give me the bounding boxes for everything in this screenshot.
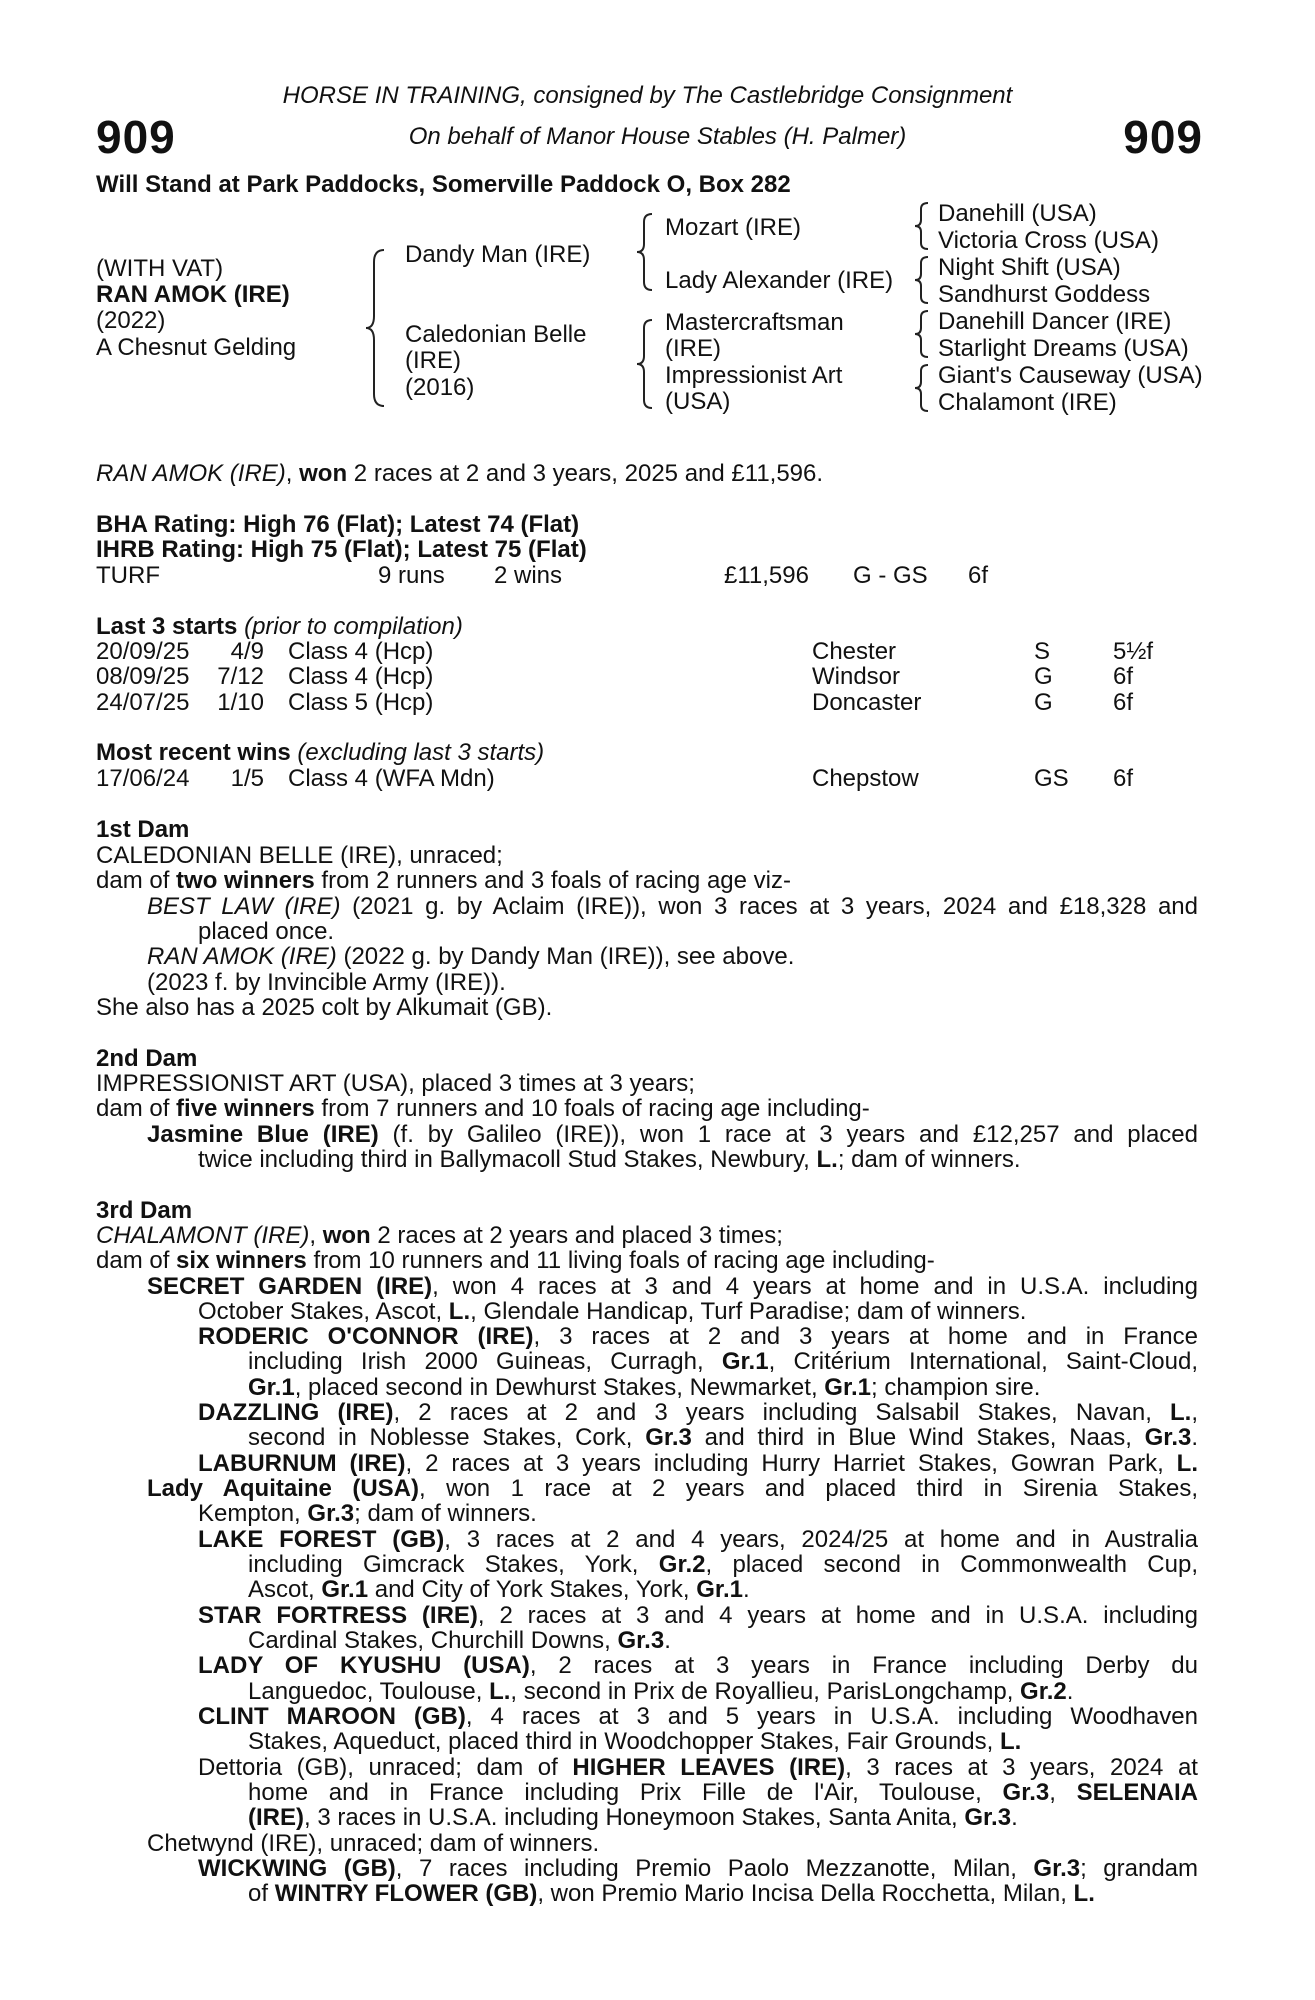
- summary-text: 2 races at 2 and 3 years, 2025 and £11,596.: [347, 460, 824, 487]
- race-course: Windsor: [812, 663, 901, 691]
- turf-surface: TURF: [96, 562, 160, 589]
- dam3-dazzling: [198, 1400, 1198, 1425]
- dam3-roderic-line3: [248, 1375, 1040, 1400]
- race-course: Doncaster: [812, 688, 922, 716]
- t: five winners: [176, 1095, 315, 1122]
- t: , 3 races at 2 and 3 years at home and in France: [533, 1323, 1198, 1350]
- dam1-foal-2023: (2023 f. by Invincible Army (IRE)).: [147, 969, 506, 996]
- t: , 2 races at 3 and 4 years at home and in U.S.A. including: [477, 1602, 1198, 1629]
- t: Gr.1: [824, 1374, 871, 1401]
- dam3-dazzling-line2: [248, 1425, 1198, 1450]
- t: ,: [309, 1222, 323, 1249]
- consignor-line: HORSE IN TRAINING, consigned by The Castlebridge Consignment: [282, 82, 1013, 109]
- sire-sire: Mozart (IRE): [665, 214, 802, 241]
- brace-4c: [912, 308, 932, 360]
- turf-distance: 6f: [968, 562, 989, 589]
- t: dam of: [96, 1095, 177, 1122]
- ln: [147, 1122, 1198, 1147]
- t: L.: [999, 1728, 1022, 1755]
- dam3-wickwing: [198, 1856, 1198, 1881]
- t: L.: [1176, 1450, 1198, 1477]
- dd-dam: Chalamont (IRE): [938, 389, 1117, 416]
- t: L.: [816, 1146, 838, 1173]
- t: , 4 races at 3 and 5 years in U.S.A. including Woodhaven: [465, 1703, 1199, 1730]
- recent-title: Most recent wins: [96, 739, 291, 766]
- dam3-dettoria-line2: [248, 1780, 1198, 1805]
- race-summary: RAN AMOK (IRE), won 2 races at 2 and 3 years, 2025 and £11,596.: [96, 460, 824, 487]
- t: Kempton,: [198, 1500, 308, 1527]
- t: RAN AMOK (IRE): [147, 943, 337, 970]
- t: , Critérium International, Saint-Cloud,: [768, 1348, 1198, 1375]
- t: (2022 g. by Dandy Man (IRE)), see above.: [336, 943, 795, 970]
- t: , 2 races at 3 years in France including Derby du: [529, 1652, 1198, 1679]
- dam3-lake-forest-line3: [248, 1577, 750, 1602]
- horse-year: (2022): [96, 307, 166, 334]
- race-dist: 5½f: [1113, 638, 1154, 665]
- t: Gr.1: [696, 1576, 743, 1603]
- ln: [147, 894, 1198, 919]
- t: , won 4 races at 3 and 4 years at home and in U.S.A. including: [432, 1273, 1198, 1300]
- turf-record: [0, 563, 1315, 589]
- brace-4b: [912, 254, 932, 306]
- dd-sire: Giant's Causeway (USA): [938, 362, 1203, 389]
- t: .: [664, 1627, 671, 1654]
- turf-going: G - GS: [853, 562, 928, 589]
- dam3-star-fortress: [198, 1603, 1198, 1628]
- dam3-lady-of-kyushu-line2: [248, 1679, 1073, 1704]
- race-dist: 6f: [1113, 663, 1134, 691]
- dam1-line1: CALEDONIAN BELLE (IRE), unraced;: [96, 842, 503, 869]
- horse-name: RAN AMOK (IRE): [96, 281, 290, 308]
- ss-sire: Danehill (USA): [938, 200, 1097, 227]
- t: Gr.1: [321, 1576, 369, 1603]
- race-date: 08/09/25: [96, 663, 190, 691]
- dam3-clint-maroon: [198, 1704, 1198, 1729]
- dam1-title: 1st Dam: [96, 816, 190, 843]
- race-date: 20/09/25: [96, 638, 190, 665]
- t: , 3 races at 3 years, 2024 at: [845, 1754, 1198, 1781]
- t: CLINT MAROON (GB): [198, 1703, 466, 1730]
- dam1-foal-ran-amok: [147, 944, 794, 969]
- t: DAZZLING (IRE): [198, 1399, 394, 1426]
- race-row: [0, 766, 1315, 792]
- race-pos: 1/5: [230, 765, 264, 792]
- dam3-title: 3rd Dam: [96, 1197, 193, 1224]
- t: Dettoria (GB), unraced; dam of: [198, 1754, 573, 1781]
- dam3-star-fortress-line2: [248, 1628, 671, 1653]
- dam-line3: (2016): [405, 374, 475, 401]
- race-row: [0, 639, 1315, 665]
- summary-won: won: [299, 460, 348, 487]
- dam3-lake-forest-line2: [248, 1552, 1198, 1577]
- race-pos: 7/12: [217, 663, 264, 691]
- dam3-roderic-oconnor: [198, 1324, 1198, 1349]
- ln: [198, 1451, 1198, 1476]
- dam2-jasmine-cont: [198, 1147, 1021, 1172]
- t: six winners: [176, 1247, 307, 1274]
- t: Gr.2: [658, 1551, 706, 1578]
- dam-sire-line2: (IRE): [665, 335, 721, 362]
- ln: [248, 1425, 1198, 1450]
- t: and third in Blue Wind Stakes, Naas,: [691, 1424, 1145, 1451]
- t: Jasmine Blue (IRE): [147, 1121, 379, 1148]
- brace-4d: [912, 362, 932, 414]
- race-going: G: [1034, 688, 1053, 716]
- pedigree-brace-gen1: [362, 248, 392, 408]
- summary-name: RAN AMOK (IRE): [96, 460, 286, 487]
- t: ,: [1049, 1779, 1077, 1806]
- race-going: S: [1034, 638, 1051, 665]
- t: Gr.3: [617, 1627, 665, 1654]
- race-course: Chester: [812, 638, 897, 665]
- dam1-line2: [96, 868, 791, 893]
- t: October Stakes, Ascot,: [198, 1298, 449, 1325]
- ln: [198, 1755, 1198, 1780]
- race-dist: 6f: [1113, 765, 1134, 792]
- vendor-line: On behalf of Manor House Stables (H. Palmer): [408, 123, 907, 150]
- dam-line2: (IRE): [405, 347, 461, 374]
- brace-4a: [912, 200, 932, 252]
- dam3-roderic-line2: [248, 1349, 1198, 1374]
- t: WINTRY FLOWER (GB): [274, 1880, 538, 1907]
- race-row: [0, 664, 1315, 690]
- lot-number-left: 909: [96, 111, 176, 163]
- dam3-dettoria-line3: [248, 1805, 1018, 1830]
- t: ; grandam: [1080, 1855, 1199, 1882]
- t: dam of: [96, 867, 177, 894]
- t: , Glendale Handicap, Turf Paradise; dam of winners.: [470, 1298, 1027, 1325]
- t: , second in Prix de Royallieu, ParisLongchamp,: [510, 1678, 1021, 1705]
- dam-dam-line1: Impressionist Art: [665, 362, 843, 389]
- race-cls: Class 4 (WFA Mdn): [288, 765, 495, 792]
- t: L.: [489, 1678, 511, 1705]
- dam3-laburnum: [198, 1451, 1198, 1476]
- t: of: [248, 1880, 275, 1907]
- t: Gr.1: [248, 1374, 295, 1401]
- race-dist: 6f: [1113, 688, 1134, 716]
- t: Gr.3: [645, 1424, 692, 1451]
- t: second in Noblesse Stakes, Cork,: [248, 1424, 646, 1451]
- sd-dam: Sandhurst Goddess: [938, 281, 1151, 308]
- t: (2021 g. by Aclaim (IRE)), won 3 races at 3 years, 2024 and £18,328 and: [340, 893, 1198, 920]
- dam3-line2: [96, 1248, 935, 1273]
- t: Ascot,: [248, 1576, 322, 1603]
- t: .: [1011, 1804, 1018, 1831]
- sire-dam: Lady Alexander (IRE): [665, 267, 894, 294]
- race-pos: 1/10: [217, 688, 264, 716]
- t: .: [1066, 1678, 1074, 1705]
- dam3-lake-forest: [198, 1527, 1198, 1552]
- race-going: G: [1034, 663, 1053, 691]
- t: SELENAIA: [1076, 1779, 1199, 1806]
- dam3-wickwing-line2: [248, 1881, 1095, 1906]
- ln: [198, 1400, 1198, 1425]
- t: and City of York Stakes, York,: [368, 1576, 697, 1603]
- dam-line1: Caledonian Belle: [405, 321, 587, 348]
- ln: [147, 1274, 1198, 1299]
- dam-sire-line1: Mastercraftsman: [665, 309, 844, 336]
- t: , 2 races at 3 years including Hurry Harriet Stakes, Gowran Park,: [405, 1450, 1177, 1477]
- t: SECRET GARDEN (IRE): [147, 1273, 433, 1300]
- recent-heading: [96, 740, 544, 765]
- t: Gr.3: [1144, 1424, 1192, 1451]
- stand-location: Will Stand at Park Paddocks, Somerville Paddock O, Box 282: [96, 171, 791, 198]
- t: home and in France including Prix Fille de l'Air, Toulouse,: [248, 1779, 1003, 1806]
- ds-dam: Starlight Dreams (USA): [938, 335, 1189, 362]
- t: L.: [448, 1298, 471, 1325]
- t: Gr.3: [1033, 1855, 1081, 1882]
- t: WICKWING (GB): [198, 1855, 396, 1882]
- t: Gr.1: [721, 1348, 769, 1375]
- ss-dam: Victoria Cross (USA): [938, 227, 1159, 254]
- dam1-foal-best-law: [147, 894, 1198, 919]
- t: including Gimcrack Stakes, York,: [248, 1551, 659, 1578]
- t: (f. by Galileo (IRE)), won 1 race at 3 years and £12,257 and placed: [378, 1121, 1198, 1148]
- t: LAKE FOREST (GB): [198, 1526, 445, 1553]
- t: , placed second in Dewhurst Stakes, Newmarket,: [294, 1374, 825, 1401]
- race-pos: 4/9: [230, 638, 264, 665]
- t: from 7 runners and 10 foals of racing age including-: [314, 1095, 870, 1122]
- vat-note: (WITH VAT): [96, 255, 224, 282]
- t: ; dam of winners.: [837, 1146, 1021, 1173]
- t: LADY OF KYUSHU (USA): [198, 1652, 530, 1679]
- t: Stakes, Aqueduct, placed third in Woodchopper Stakes, Fair Grounds,: [248, 1728, 1000, 1755]
- race-row: [0, 690, 1315, 716]
- t: STAR FORTRESS (IRE): [198, 1602, 478, 1629]
- dam2-line2: [96, 1096, 870, 1121]
- turf-wins: 2 wins: [494, 562, 563, 589]
- t: , 3 races in U.S.A. including Honeymoon Stakes, Santa Anita,: [304, 1804, 965, 1831]
- bha-rating: BHA Rating: High 76 (Flat); Latest 74 (Flat): [96, 511, 580, 538]
- dam2-title: 2nd Dam: [96, 1045, 198, 1072]
- t: (IRE): [248, 1804, 304, 1831]
- t: won: [322, 1222, 371, 1249]
- recent-note: (excluding last 3 starts): [297, 739, 545, 766]
- ln: [198, 1704, 1198, 1729]
- t: two winners: [176, 867, 315, 894]
- t: from 10 runners and 11 living foals of racing age including-: [306, 1247, 935, 1274]
- sd-sire: Night Shift (USA): [938, 254, 1121, 281]
- ln: [198, 1653, 1198, 1678]
- lot-number-right: 909: [1123, 111, 1203, 163]
- pedigree-brace-dam: [634, 318, 658, 410]
- ln: [248, 1349, 1198, 1374]
- dam3-lady-aquitaine-cont: [198, 1501, 537, 1526]
- t: twice including third in Ballymacoll Stud Stakes, Newbury,: [198, 1146, 817, 1173]
- t: RODERIC O'CONNOR (IRE): [198, 1323, 534, 1350]
- last3-note: (prior to compilation): [244, 613, 463, 640]
- t: Cardinal Stakes, Churchill Downs,: [248, 1627, 618, 1654]
- t: ,: [1191, 1399, 1198, 1426]
- race-date: 17/06/24: [96, 765, 190, 792]
- t: L.: [1073, 1880, 1095, 1907]
- dam1-also: She also has a 2025 colt by Alkumait (GB).: [96, 994, 553, 1021]
- t: , won Premio Mario Incisa Della Rocchetta, Milan,: [537, 1880, 1074, 1907]
- t: dam of: [96, 1247, 177, 1274]
- t: Gr.2: [1020, 1678, 1067, 1705]
- dam1-best-law-cont: placed once.: [198, 918, 335, 945]
- t: .: [1191, 1424, 1199, 1451]
- ln: [147, 1476, 1198, 1501]
- t: CHALAMONT (IRE): [96, 1222, 310, 1249]
- dam3-lady-aquitaine: [147, 1476, 1198, 1501]
- dam-dam-line2: (USA): [665, 388, 731, 415]
- race-going: GS: [1034, 765, 1069, 792]
- t: Gr.3: [1002, 1779, 1050, 1806]
- ln: [198, 1527, 1198, 1552]
- t: L.: [1170, 1399, 1192, 1426]
- t: , 7 races including Premio Paolo Mezzanotte, Milan,: [395, 1855, 1034, 1882]
- t: .: [742, 1576, 750, 1603]
- t: 2 races at 2 years and placed 3 times;: [370, 1222, 783, 1249]
- t: from 2 runners and 3 foals of racing age viz-: [314, 867, 791, 894]
- dam2-foal-jasmine-blue: [147, 1122, 1198, 1147]
- sire: Dandy Man (IRE): [405, 241, 591, 268]
- dam3-secret-garden: [147, 1274, 1198, 1299]
- t: Lady Aquitaine (USA): [147, 1475, 420, 1502]
- t: Gr.3: [964, 1804, 1012, 1831]
- last3-title: Last 3 starts: [96, 613, 238, 640]
- turf-runs: 9 runs: [378, 562, 445, 589]
- t: ; champion sire.: [870, 1374, 1041, 1401]
- turf-prize: £11,596: [724, 562, 809, 589]
- last3-heading: [96, 614, 463, 639]
- ihrb-rating: IHRB Rating: High 75 (Flat); Latest 75 (Flat): [96, 536, 587, 563]
- dam3-clint-maroon-line2: [248, 1729, 1021, 1754]
- race-cls: Class 4 (Hcp): [288, 638, 434, 665]
- race-cls: Class 5 (Hcp): [288, 688, 434, 716]
- ds-sire: Danehill Dancer (IRE): [938, 308, 1172, 335]
- t: including Irish 2000 Guineas, Curragh,: [248, 1348, 722, 1375]
- t: Gr.3: [307, 1500, 355, 1527]
- dam2-line1: IMPRESSIONIST ART (USA), placed 3 times at 3 years;: [96, 1070, 695, 1097]
- dam3-secret-garden-cont: [198, 1299, 1026, 1324]
- t: , 2 races at 2 and 3 years including Salsabil Stakes, Navan,: [393, 1399, 1170, 1426]
- race-course: Chepstow: [812, 765, 919, 792]
- ln: [248, 1552, 1198, 1577]
- dam3-lady-of-kyushu: [198, 1653, 1198, 1678]
- t: , placed second in Commonwealth Cup,: [705, 1551, 1198, 1578]
- t: , 3 races at 2 and 4 years, 2024/25 at home and in Australia: [444, 1526, 1198, 1553]
- t: Languedoc, Toulouse,: [248, 1678, 490, 1705]
- t: LABURNUM (IRE): [198, 1450, 406, 1477]
- ln: [248, 1780, 1198, 1805]
- t: BEST LAW (IRE): [147, 893, 341, 920]
- dam3-chetwynd: Chetwynd (IRE), unraced; dam of winners.: [147, 1830, 600, 1857]
- pedigree-brace-sire: [634, 212, 658, 292]
- dam3-dettoria: [198, 1755, 1198, 1780]
- t: ; dam of winners.: [354, 1500, 537, 1527]
- race-date: 24/07/25: [96, 688, 190, 716]
- ln: [198, 1856, 1198, 1881]
- t: HIGHER LEAVES (IRE): [572, 1754, 846, 1781]
- horse-description: A Chesnut Gelding: [96, 334, 297, 361]
- dam3-line1: [96, 1223, 783, 1248]
- ln: [198, 1324, 1198, 1349]
- race-cls: Class 4 (Hcp): [288, 663, 434, 691]
- t: , won 1 race at 2 years and placed third in Sirenia Stakes,: [419, 1475, 1198, 1502]
- ln: [198, 1603, 1198, 1628]
